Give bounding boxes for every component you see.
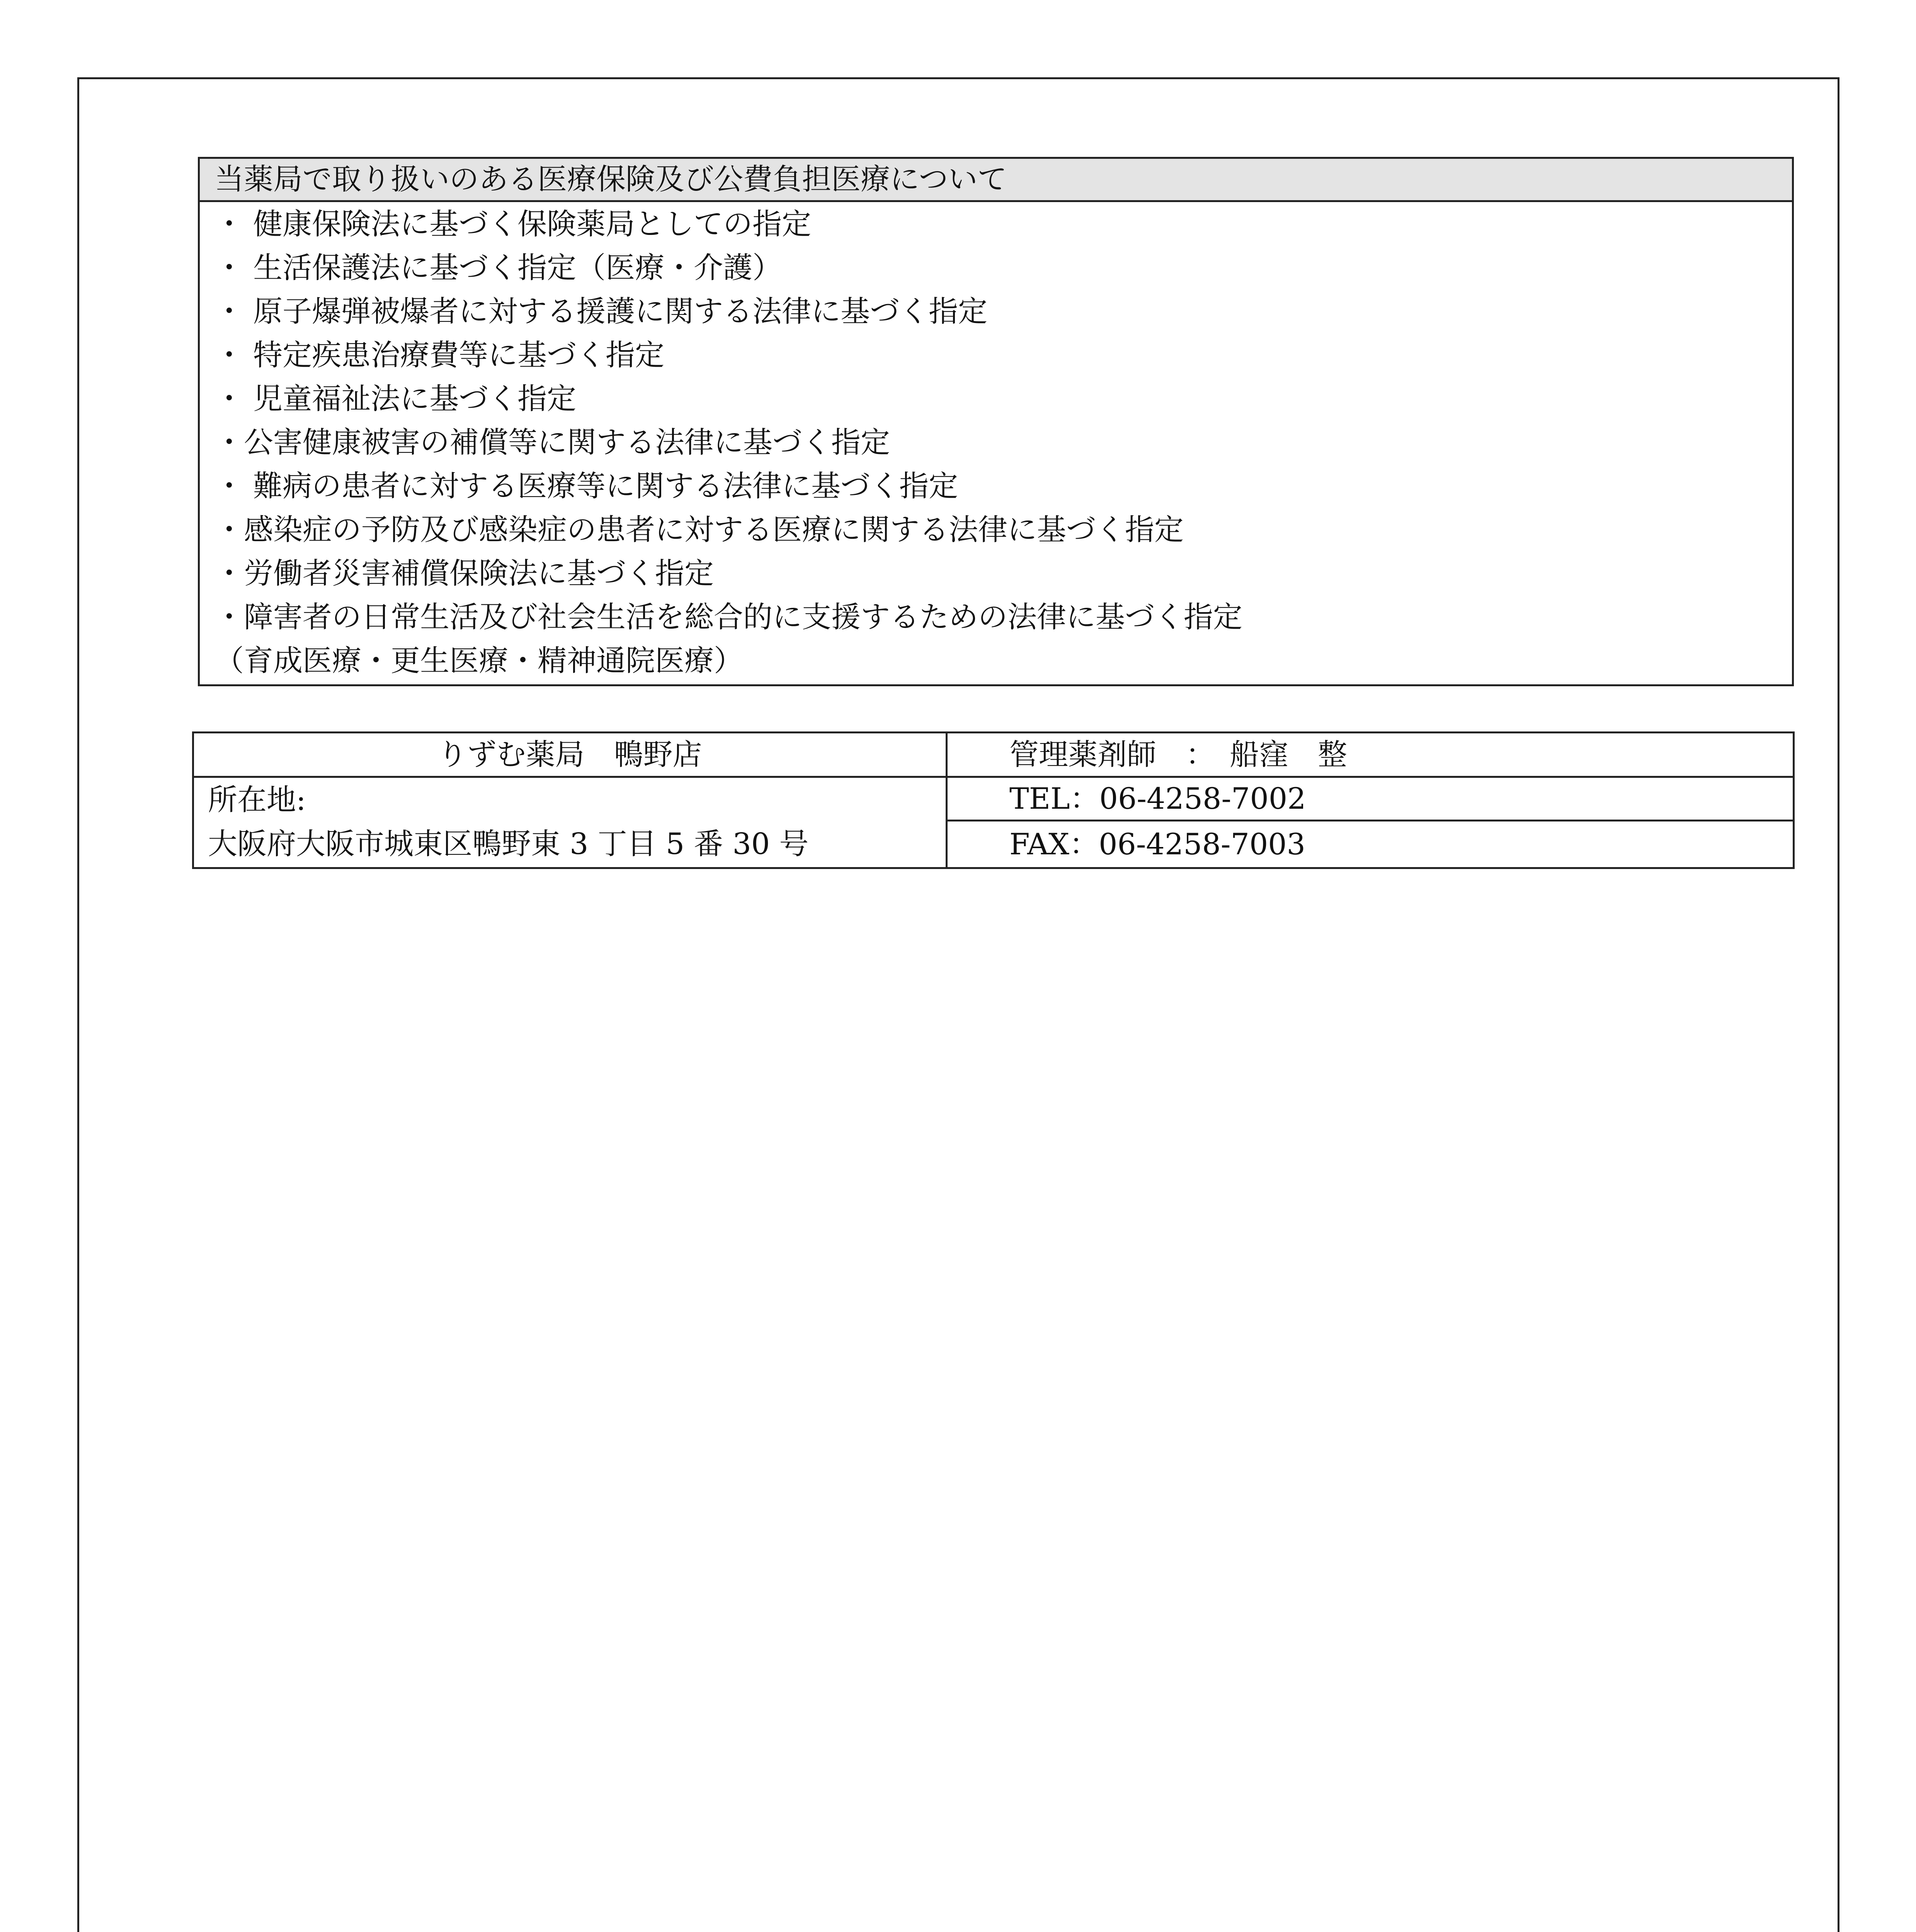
fax-number: FAX：06-4258-7003 xyxy=(947,820,1794,868)
list-item: ・ 原子爆弾被爆者に対する援護に関する法律に基づく指定 xyxy=(214,294,988,328)
list-item: ・ 健康保険法に基づく保険薬局としての指定 xyxy=(214,207,812,241)
insurance-list xyxy=(200,202,1792,682)
address-label: 所在地: xyxy=(208,782,306,817)
table-row xyxy=(193,733,1794,777)
list-item: ・ 生活保護法に基づく指定（医療・介護） xyxy=(214,250,782,285)
list-item: ・感染症の予防及び感染症の患者に対する医療に関する法律に基づく指定 xyxy=(214,512,1184,547)
tel-number: TEL：06-4258-7002 xyxy=(947,777,1794,820)
manager-pharmacist: 管理薬剤師 ： 船窪 整 xyxy=(947,733,1794,777)
insurance-section xyxy=(198,157,1794,686)
list-item: ・ 特定疾患治療費等に基づく指定 xyxy=(214,338,665,372)
list-item: （育成医療・更生医療・精神通院医療） xyxy=(214,643,743,678)
pharmacy-info-table xyxy=(192,731,1795,869)
list-item: ・労働者災害補償保険法に基づく指定 xyxy=(214,556,714,590)
list-item: ・障害者の日常生活及び社会生活を総合的に支援するための法律に基づく指定 xyxy=(214,600,1242,634)
table-row xyxy=(193,777,1794,820)
list-item: ・ 児童福祉法に基づく指定 xyxy=(214,381,577,416)
list-item: ・ 難病の患者に対する医療等に関する法律に基づく指定 xyxy=(214,469,958,503)
pharmacy-name: りずむ薬局 鴨野店 xyxy=(193,733,947,777)
address-cell xyxy=(193,777,947,868)
list-item: ・公害健康被害の補償等に関する法律に基づく指定 xyxy=(214,425,890,459)
insurance-heading: 当薬局で取り扱いのある医療保険及び公費負担医療について xyxy=(200,159,1792,202)
address-text: 大阪府大阪市城東区鴨野東 3 丁目 5 番 30 号 xyxy=(208,826,809,861)
